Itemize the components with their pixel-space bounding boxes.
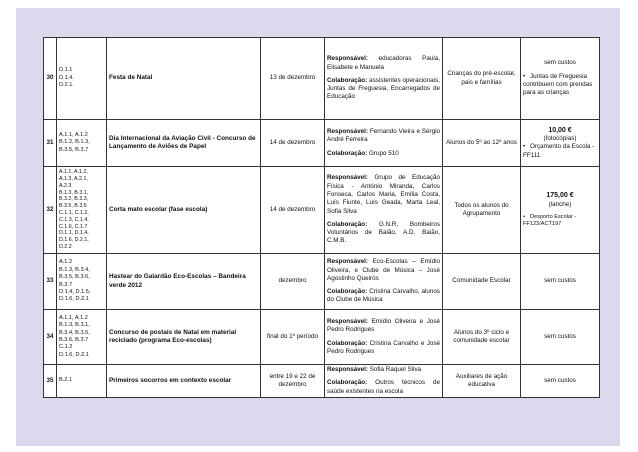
responsible-text: Grupo de Educação Física - António Miranda, Carlos Fonseca, Carlos Maria, Emília Costa, Luís Fiunte, Luís Geada, Marta Leal, Sofia Silva xyxy=(327,174,441,215)
responsible-cell xyxy=(325,38,443,120)
cost-cell xyxy=(521,38,600,120)
responsible-cell xyxy=(325,167,443,254)
target-public: Crianças do pré-escolar, pais e famílias xyxy=(443,38,521,120)
cost-value: 175,00 € xyxy=(546,192,574,200)
row-number: 33 xyxy=(44,254,57,310)
cost-bullet-text: Orçamento da Escola - FF111 xyxy=(523,143,595,159)
cost-note: (lanche) xyxy=(548,200,572,208)
cost-bullet-text: Desporto Escolar - FF123/ACT197 xyxy=(523,213,577,228)
target-public: Comunidade Escolar xyxy=(443,254,521,310)
cost-note: (fotocópias) xyxy=(543,135,577,143)
bullet-icon: • xyxy=(523,72,526,80)
activity-name: Primeiros socorros em contexto escolar xyxy=(107,365,261,398)
bullet-icon: • xyxy=(523,143,526,151)
collaboration-label: Colaboração: xyxy=(327,76,368,84)
responsible-cell xyxy=(325,310,443,365)
cost-bullet-text: Juntas de Freguesia contribuem com prendas para as crianças xyxy=(523,72,593,97)
objective-codes: A.1.1, A.1.2, A.1.3, A.2.1, A.2.3 B.1.3, B.3.1, B.3.2, B.3.3, B.3.5, B.3.6 C.1.1, C.1.2, C.1.3, C.1.4, C.1.6, C.1.7 D.1.1, D.1.4, D.1.6, D.2.1, D.2.2 xyxy=(57,167,107,254)
activity-date: dezembro xyxy=(261,254,325,310)
activity-date: 13 de dezembro xyxy=(261,38,325,120)
responsible-cell xyxy=(325,120,443,167)
responsible-label: Responsável: xyxy=(327,128,368,136)
activity-name: Concurso de postais de Natal em material reciclado (programa Eco-escolas) xyxy=(107,310,261,365)
activities-table xyxy=(43,37,600,398)
activity-date: 14 de dezembro xyxy=(261,167,325,254)
responsible-cell xyxy=(325,365,443,398)
collaboration-text: Grupo 510 xyxy=(369,149,399,157)
activity-name: Corta mato escolar (fase escola) xyxy=(107,167,261,254)
target-public: Alunos do 3º ciclo e comunidade escolar xyxy=(443,310,521,365)
bullet-icon: • xyxy=(523,213,525,220)
table-row xyxy=(44,310,600,365)
table-row xyxy=(44,120,600,167)
target-public: Todos os alunos do Agrupamento xyxy=(443,167,521,254)
row-number: 31 xyxy=(44,120,57,167)
responsible-text: Fernando Vieira e Sérgio André Ferreira xyxy=(327,128,440,144)
collaboration-label: Colaboração: xyxy=(327,288,368,296)
objective-codes: A.1.2 B.1.3, B.3.4, B.3.5, B.3.6, B.3.7 D.1.4, D.1.5, D.1.6, D.2.1 xyxy=(57,254,107,310)
table-row xyxy=(44,38,600,120)
collaboration-label: Colaboração: xyxy=(327,339,368,347)
collaboration-text: Cristina Carvalho, alunos do Clube de Música xyxy=(327,288,440,304)
cost-cell xyxy=(521,167,600,254)
collaboration-label: Colaboração: xyxy=(327,149,368,157)
responsible-text: Sofia Raquel Silva xyxy=(369,366,422,373)
cost-cell xyxy=(521,120,600,167)
cost-text: sem custos xyxy=(521,365,600,398)
collaboration-label: Colaboração: xyxy=(327,220,368,228)
activity-date: final do 1º período xyxy=(261,310,325,365)
objective-codes: A.1.1, A.1.2 B.1.3, B.3.1, B.3.4, B.3.5, B.3.6, B.3.7 C.1.2 D.1.6, D.2.1 xyxy=(57,310,107,365)
collaboration-text: Cristina Carvalho e José Pedro Rodrigues xyxy=(327,339,440,355)
target-public: Auxiliares de ação educativa xyxy=(443,365,521,398)
responsible-text: educadoras Paula, Elisabete e Manuela xyxy=(327,55,440,71)
cost-text: sem custos xyxy=(544,59,576,67)
target-public: Alunos do 5º ao 12º anos xyxy=(443,120,521,167)
table-row xyxy=(44,167,600,254)
cost-text: sem custos xyxy=(521,310,600,365)
activity-date: entre 19 e 22 de dezembro xyxy=(261,365,325,398)
row-number: 34 xyxy=(44,310,57,365)
activity-name: Dia Internacional da Aviação Civil - Concurso de Lançamento de Aviões de Papel xyxy=(107,120,261,167)
objective-codes: A.1.1, A.1.2 B.1.2, B.1.3, B.3.5, B.3.7 xyxy=(57,120,107,167)
collaboration-label: Colaboração: xyxy=(327,379,368,387)
responsible-label: Responsável: xyxy=(327,258,368,266)
responsible-text: Eco-Escolas – Emídio Oliveira, e Clube de Música – José Agostinho Queirós xyxy=(327,258,440,282)
responsible-label: Responsável: xyxy=(327,366,368,373)
responsible-label: Responsável: xyxy=(327,55,368,63)
objective-codes: D.1.1 D.1.4. D.2.1. xyxy=(57,38,107,120)
collaboration-text: Outros técnicos de saúde existentes na escola xyxy=(327,379,441,395)
cost-text: sem custos xyxy=(521,254,600,310)
activity-name: Hastear do Galardão Eco-Escolas – Bandeira verde 2012 xyxy=(107,254,261,310)
responsible-cell xyxy=(325,254,443,310)
table-row xyxy=(44,365,600,398)
row-number: 32 xyxy=(44,167,57,254)
activity-date: 14 de dezembro xyxy=(261,120,325,167)
collaboration-text: G.N.R, Bombeiros Voluntários de Baião, A.D. Baião, C.M.B. xyxy=(327,220,440,245)
responsible-label: Responsável: xyxy=(327,317,368,325)
row-number: 30 xyxy=(44,38,57,120)
responsible-text: Emídio Oliveira e José Pedro Rodrigues xyxy=(327,317,440,334)
table-row xyxy=(44,254,600,310)
collaboration-text: assistentes operacionais, Juntas de Freguesia, Encarregados de Educação xyxy=(327,76,440,101)
cost-value: 10,00 € xyxy=(548,126,572,134)
responsible-label: Responsável: xyxy=(327,174,368,182)
activity-name: Festa de Natal xyxy=(107,38,261,120)
row-number: 35 xyxy=(44,365,57,398)
objective-codes: B.2.1 xyxy=(57,365,107,398)
